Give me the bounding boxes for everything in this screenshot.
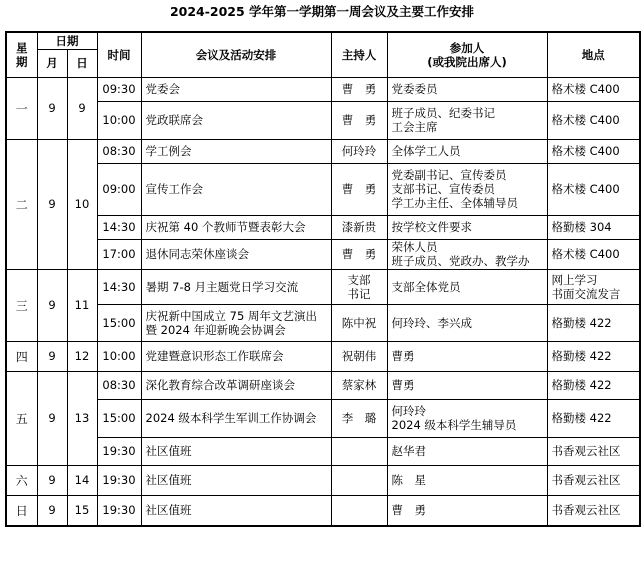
event-cell-line: 党政联席会 <box>145 113 203 127</box>
host-cell <box>331 269 387 304</box>
location-cell <box>547 239 640 269</box>
attendees-cell-line: 工会主席 <box>391 120 438 134</box>
host-cell <box>331 101 387 139</box>
host-cell-line: 李 璐 <box>341 411 377 425</box>
event-cell-line: 暨 2024 年迎新晚会协调会 <box>145 322 286 337</box>
schedule-row <box>6 437 640 465</box>
attendees-cell-line: 班子成员、纪委书记 <box>391 106 495 120</box>
schedule-row <box>6 399 640 437</box>
location-cell-line: 格术楼 C400 <box>551 144 620 158</box>
location-cell-line: 书香观云社区 <box>551 503 621 518</box>
header-attendees-line1: 参加人 <box>449 40 485 55</box>
attendees-cell <box>387 101 547 139</box>
event-cell <box>141 437 331 465</box>
header-event: 会议及活动安排 <box>141 32 331 77</box>
schedule-table <box>5 31 641 527</box>
host-cell <box>331 139 387 163</box>
event-cell <box>141 139 331 163</box>
host-cell <box>331 163 387 215</box>
schedule-row <box>6 163 640 215</box>
time-cell: 15:00 <box>97 304 141 341</box>
schedule-row <box>6 304 640 341</box>
time-cell: 14:30 <box>97 215 141 239</box>
month-cell: 9 <box>37 465 67 495</box>
event-cell <box>141 215 331 239</box>
time-cell: 10:00 <box>97 101 141 139</box>
attendees-cell <box>387 304 547 341</box>
location-cell-line: 网上学习 <box>551 272 598 287</box>
header-weekday-line2: 期 <box>16 54 28 69</box>
attendees-cell <box>387 495 547 526</box>
schedule-row <box>6 269 640 304</box>
host-cell-line: 曹 勇 <box>341 113 377 127</box>
attendees-cell <box>387 269 547 304</box>
host-cell-line: 陈中祝 <box>341 315 377 330</box>
host-cell-line: 祝朝伟 <box>341 349 377 363</box>
day-cell: 14 <box>67 465 97 495</box>
attendees-cell-line: 曹勇 <box>391 378 415 392</box>
location-cell-line: 书香观云社区 <box>551 444 621 458</box>
header-weekday <box>6 32 37 77</box>
event-cell-line: 暑期 7-8 月主题党日学习交流 <box>145 279 299 294</box>
day-cell: 12 <box>67 341 97 371</box>
event-cell <box>141 101 331 139</box>
location-cell <box>547 139 640 163</box>
attendees-cell-line: 曹勇 <box>391 349 415 363</box>
attendees-cell <box>387 371 547 399</box>
month-cell: 9 <box>37 77 67 139</box>
host-cell-line: 曹 勇 <box>341 247 377 261</box>
host-cell-line: 曹 勇 <box>341 82 377 96</box>
time-cell: 09:00 <box>97 163 141 215</box>
attendees-cell <box>387 215 547 239</box>
event-cell <box>141 399 331 437</box>
location-cell <box>547 215 640 239</box>
location-cell-line: 格术楼 C400 <box>551 113 620 127</box>
event-cell <box>141 163 331 215</box>
event-cell-line: 党建暨意识形态工作联席会 <box>145 349 284 363</box>
weekday-cell: 五 <box>6 371 37 465</box>
event-cell-line: 2024 级本科学生军训工作协调会 <box>145 411 317 425</box>
time-cell: 09:30 <box>97 77 141 101</box>
header-month: 月 <box>37 49 67 77</box>
header-day: 日 <box>67 49 97 77</box>
month-cell: 9 <box>37 495 67 526</box>
attendees-cell <box>387 239 547 269</box>
time-cell: 17:00 <box>97 239 141 269</box>
time-cell: 19:30 <box>97 495 141 526</box>
weekday-cell: 一 <box>6 77 37 139</box>
event-cell <box>141 341 331 371</box>
location-cell-line: 格勤楼 422 <box>551 378 612 392</box>
attendees-cell-line: 学工办主任、全体辅导员 <box>391 196 518 210</box>
attendees-cell-line: 支部全体党员 <box>391 279 461 294</box>
location-cell-line: 格勤楼 422 <box>551 411 612 425</box>
attendees-cell-line: 何玲玲 <box>391 404 426 418</box>
time-cell: 08:30 <box>97 139 141 163</box>
day-cell: 9 <box>67 77 97 139</box>
location-cell <box>547 437 640 465</box>
attendees-cell-line: 陈 星 <box>391 473 426 487</box>
weekday-cell: 日 <box>6 495 37 526</box>
schedule-row <box>6 341 640 371</box>
schedule-row <box>6 239 640 269</box>
host-cell <box>331 341 387 371</box>
location-cell <box>547 163 640 215</box>
attendees-cell-line: 班子成员、党政办、教学办 <box>391 254 530 268</box>
time-cell: 19:30 <box>97 437 141 465</box>
time-cell: 15:00 <box>97 399 141 437</box>
location-cell-line: 书香观云社区 <box>551 473 621 487</box>
event-cell-line: 庆祝第 40 个教师节暨表彰大会 <box>145 220 306 234</box>
host-cell <box>331 304 387 341</box>
time-cell: 14:30 <box>97 269 141 304</box>
location-cell <box>547 101 640 139</box>
location-cell-line: 格勤楼 304 <box>551 220 612 234</box>
schedule-row <box>6 139 640 163</box>
location-cell-line: 格术楼 C400 <box>551 247 620 261</box>
host-cell <box>331 239 387 269</box>
event-cell-line: 退休同志荣休座谈会 <box>145 247 249 261</box>
attendees-cell-line: 党委委员 <box>391 82 438 96</box>
event-cell <box>141 77 331 101</box>
location-cell <box>547 495 640 526</box>
location-cell-line: 格术楼 C400 <box>551 82 620 96</box>
time-cell: 10:00 <box>97 341 141 371</box>
month-cell: 9 <box>37 269 67 341</box>
attendees-cell-line: 2024 级本科学生辅导员 <box>391 418 517 432</box>
event-cell <box>141 495 331 526</box>
host-cell <box>331 495 387 526</box>
header-time: 时间 <box>97 32 141 77</box>
month-cell: 9 <box>37 139 67 269</box>
time-cell: 19:30 <box>97 465 141 495</box>
attendees-cell-line: 党委副书记、宣传委员 <box>391 168 507 182</box>
attendees-cell-line: 按学校文件要求 <box>391 220 472 234</box>
event-cell-line: 社区值班 <box>145 473 192 487</box>
weekday-cell: 四 <box>6 341 37 371</box>
location-cell-line: 格勤楼 422 <box>551 349 612 363</box>
event-cell <box>141 465 331 495</box>
month-cell: 9 <box>37 341 67 371</box>
attendees-cell <box>387 139 547 163</box>
location-cell <box>547 371 640 399</box>
host-cell <box>331 465 387 495</box>
host-cell <box>331 371 387 399</box>
event-cell-line: 党委会 <box>145 82 180 96</box>
schedule-row <box>6 77 640 101</box>
host-cell <box>331 215 387 239</box>
attendees-cell <box>387 399 547 437</box>
event-cell <box>141 371 331 399</box>
event-cell <box>141 269 331 304</box>
header-weekday-line1: 星 <box>16 40 28 55</box>
weekday-cell: 二 <box>6 139 37 269</box>
attendees-cell <box>387 341 547 371</box>
event-cell-line: 宣传工作会 <box>145 182 203 196</box>
event-cell-line: 社区值班 <box>145 503 192 518</box>
schedule-body <box>6 77 640 526</box>
location-cell <box>547 269 640 304</box>
event-cell <box>141 304 331 341</box>
schedule-row <box>6 371 640 399</box>
attendees-cell <box>387 465 547 495</box>
schedule-row <box>6 495 640 526</box>
host-cell <box>331 437 387 465</box>
host-cell-line: 支部 <box>347 272 371 287</box>
event-cell-line: 深化教育综合改革调研座谈会 <box>145 378 295 392</box>
weekday-cell: 三 <box>6 269 37 341</box>
host-cell <box>331 77 387 101</box>
location-cell <box>547 399 640 437</box>
event-cell-line: 学工例会 <box>145 144 192 158</box>
month-cell: 9 <box>37 371 67 465</box>
header-location: 地点 <box>547 32 640 77</box>
event-cell-line: 庆祝新中国成立 75 周年文艺演出 <box>145 308 317 323</box>
header-attendees-line2: (或我院出席人) <box>427 54 507 69</box>
location-cell-line: 书面交流发言 <box>551 286 621 301</box>
day-cell: 10 <box>67 139 97 269</box>
location-cell-line: 格术楼 C400 <box>551 182 620 196</box>
header-host: 主持人 <box>331 32 387 77</box>
attendees-cell-line: 荣休人员 <box>391 240 438 254</box>
schedule-row <box>6 215 640 239</box>
location-cell <box>547 341 640 371</box>
time-cell: 08:30 <box>97 371 141 399</box>
day-cell: 15 <box>67 495 97 526</box>
header-date: 日期 <box>37 32 97 49</box>
attendees-cell <box>387 77 547 101</box>
attendees-cell-line: 全体学工人员 <box>391 144 461 158</box>
attendees-cell-line: 何玲玲、李兴成 <box>391 315 472 330</box>
location-cell <box>547 77 640 101</box>
host-cell-line: 书记 <box>347 286 371 301</box>
day-cell: 13 <box>67 371 97 465</box>
host-cell-line: 何玲玲 <box>341 144 377 158</box>
host-cell-line: 漆新贵 <box>341 220 377 234</box>
event-cell <box>141 239 331 269</box>
attendees-cell <box>387 163 547 215</box>
host-cell <box>331 399 387 437</box>
schedule-row <box>6 465 640 495</box>
location-cell <box>547 304 640 341</box>
location-cell-line: 格勤楼 422 <box>551 315 612 330</box>
attendees-cell-line: 支部书记、宣传委员 <box>391 182 495 196</box>
day-cell: 11 <box>67 269 97 341</box>
header-row-top <box>6 32 640 49</box>
host-cell-line: 曹 勇 <box>341 182 377 196</box>
attendees-cell-line: 赵华君 <box>391 444 426 458</box>
weekday-cell: 六 <box>6 465 37 495</box>
location-cell <box>547 465 640 495</box>
event-cell-line: 社区值班 <box>145 444 192 458</box>
header-attendees <box>387 32 547 77</box>
attendees-cell <box>387 437 547 465</box>
page-title: 2024-2025 学年第一学期第一周会议及主要工作安排 <box>169 4 475 19</box>
attendees-cell-line: 曹 勇 <box>391 503 426 518</box>
host-cell-line: 蔡家林 <box>341 378 377 392</box>
schedule-row <box>6 101 640 139</box>
